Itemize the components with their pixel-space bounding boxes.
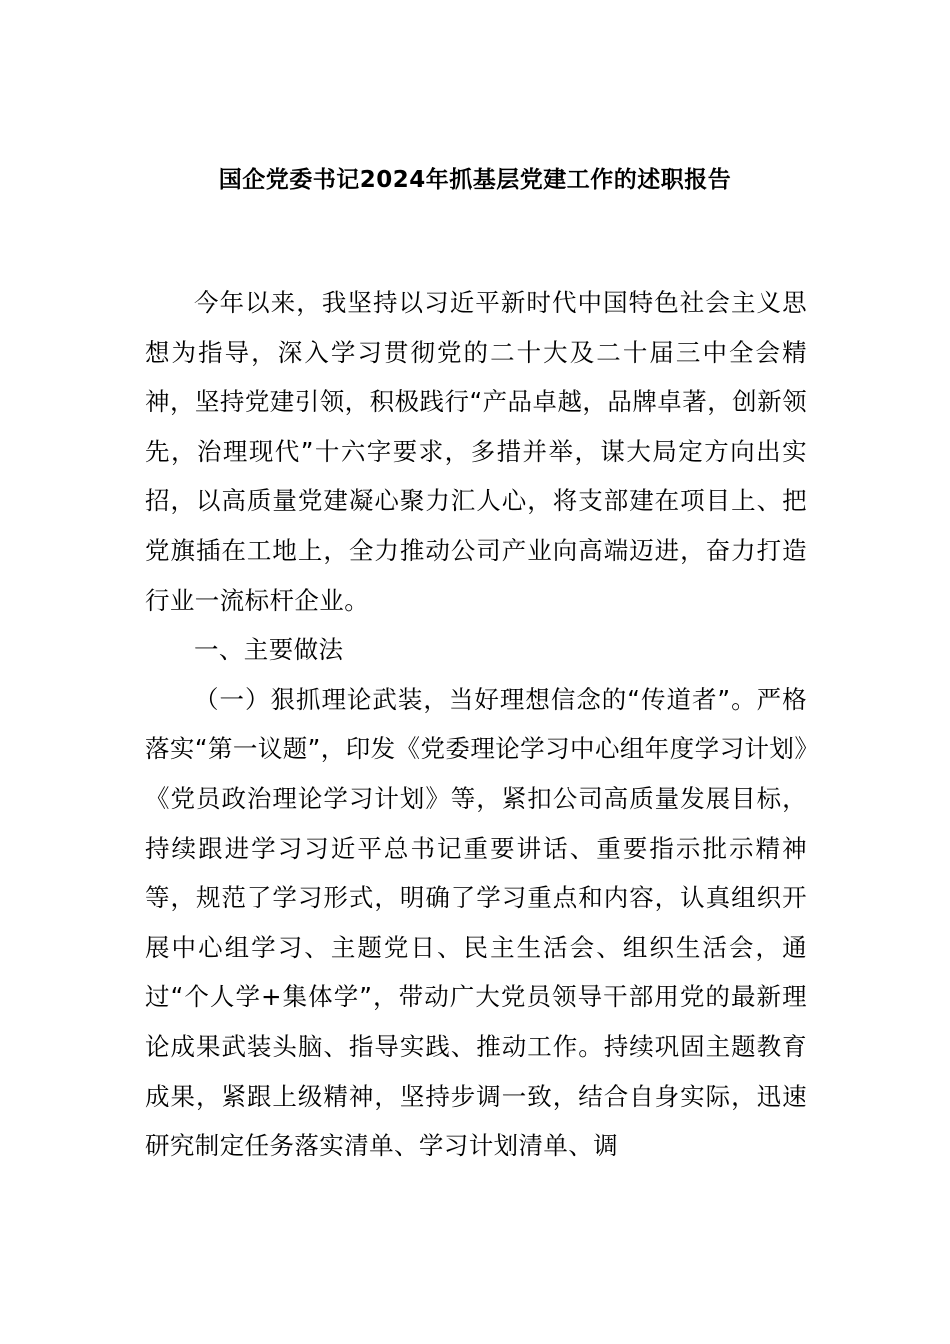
document-title: 国企党委书记2024年抓基层党建工作的述职报告 <box>218 167 732 193</box>
paragraph-intro: 今年以来，我坚持以习近平新时代中国特色社会主义思想为指导，深入学习贯彻党的二十大及二十届三中全会精神，坚持党建引领，积极践行“产品卓越，品牌卓著，创新领先，治理现代”十六字要求，多措并举，谋大局定方向出实招，以高质量党建凝心聚力汇人心，将支部建在项目上、把党旗插在工地上，全力推动公司产业向高端迈进，奋力打造行业一流标杆企业。 <box>145 288 807 615</box>
paragraph-theory-study: （一）狠抓理论武装，当好理想信念的“传道者”。严格落实“第一议题”，印发《党委理论学习中心组年度学习计划》《党员政治理论学习计划》等，紧扣公司高质量发展目标，持续跟进学习习近平总书记重要讲话、重要指示批示精神等，规范了学习形式，明确了学习重点和内容，认真组织开展中心组学习、主题党日、民主生活会、组织生活会，通过“个人学+集体学”，带动广大党员领导干部用党的最新理论成果武装头脑、指导实践、推动工作。持续巩固主题教育成果，紧跟上级精神，坚持步调一致，结合自身实际，迅速研究制定任务落实清单、学习计划清单、调 <box>145 684 807 1161</box>
section-heading-main-practices: 一、主要做法 <box>194 635 344 665</box>
document-body <box>145 278 807 1171</box>
